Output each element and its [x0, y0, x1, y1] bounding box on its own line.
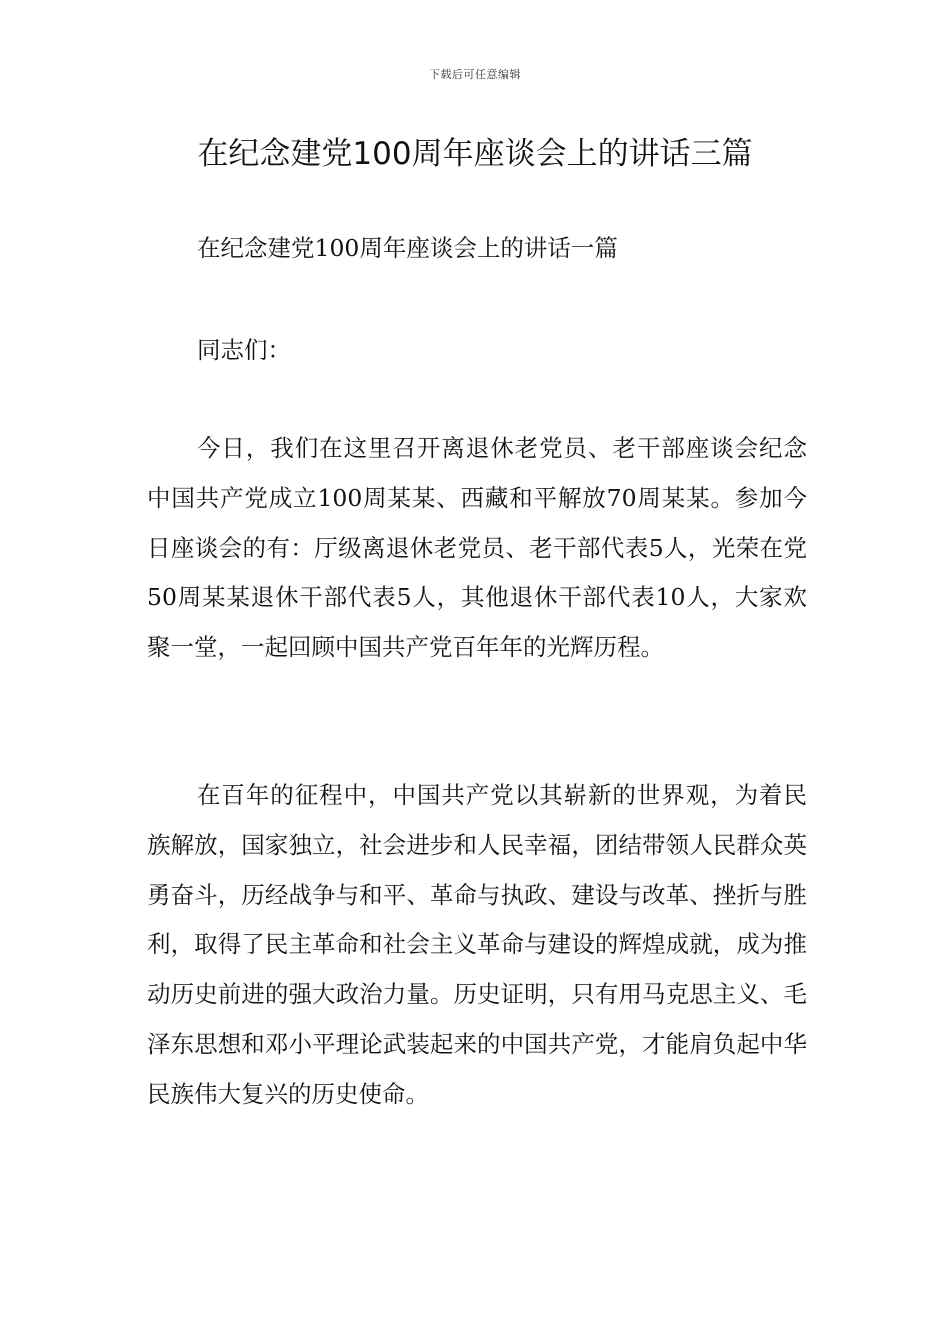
salutation: 同志们：	[197, 336, 291, 364]
paragraph: 今日，我们在这里召开离退休老党员、老干部座谈会纪念中国共产党成立100周某某、西藏和平解放70周某某。参加今日座谈会的有：厅级离退休老党员、老干部代表5人，光荣在党50周某某退休干部代表5人，其他退休干部代表10人，大家欢聚一堂，一起回顾中国共产党百年年的光辉历程。	[147, 434, 807, 662]
header-note: 下载后可任意编辑	[429, 68, 521, 81]
paragraph: 在百年的征程中，中国共产党以其崭新的世界观，为着民族解放，国家独立，社会进步和人民幸福，团结带领人民群众英勇奋斗，历经战争与和平、革命与执政、建设与改革、挫折与胜利，取得了民主革命和社会主义革命与建设的辉煌成就，成为推动历史前进的强大政治力量。历史证明，只有用马克思主义、毛泽东思想和邓小平理论武装起来的中国共产党，才能肩负起中华民族伟大复兴的历史使命。	[147, 781, 807, 1108]
speech-subtitle: 在纪念建党100周年座谈会上的讲话一篇	[197, 234, 618, 262]
document-title: 在纪念建党100周年座谈会上的讲话三篇	[197, 136, 753, 172]
